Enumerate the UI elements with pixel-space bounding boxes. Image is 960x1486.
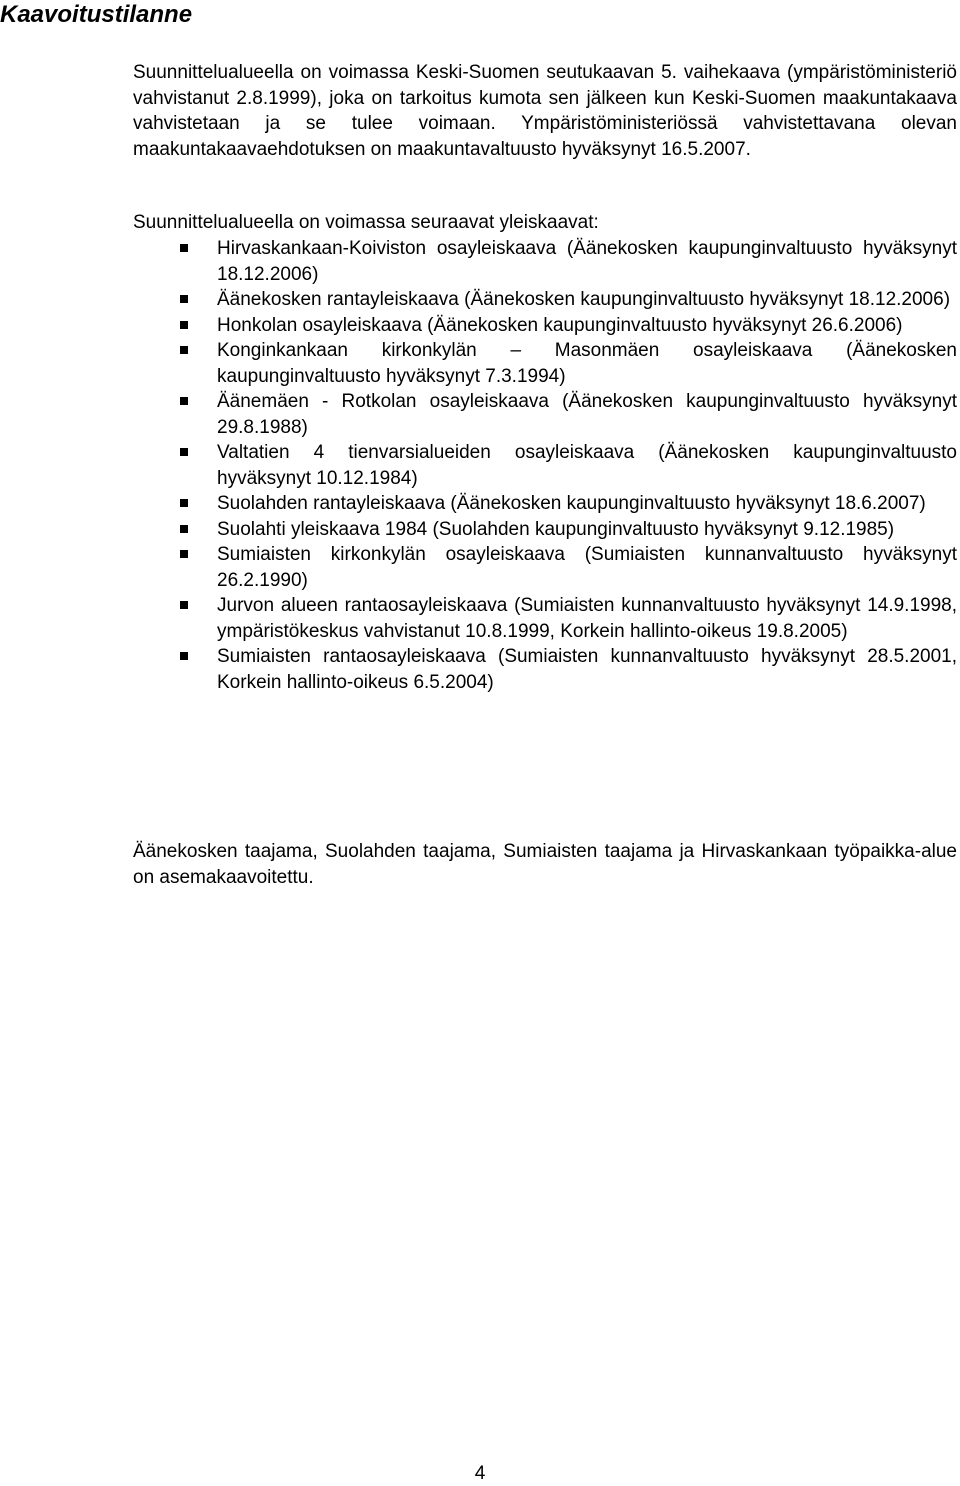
list-item: [133, 542, 957, 593]
list-item: [133, 287, 957, 313]
page-number: 4: [474, 1463, 486, 1484]
square-bullet-icon: [180, 499, 188, 507]
list-item-text: Suolahti yleiskaava 1984 (Suolahden kaupunginvaltuusto hyväksynyt 9.12.1985): [217, 518, 895, 540]
list-item-text: Valtatien 4 tienvarsialueiden osayleiskaava (Äänekosken kaupunginvaltuusto hyväksynyt 10.12.1984): [217, 442, 957, 489]
paragraph-detailed-plans: Äänekosken taajama, Suolahden taajama, Sumiaisten taajama ja Hirvaskankaan työpaikka-alue on asemakaavoitettu.: [133, 841, 957, 888]
paragraph-master-plans-intro: Suunnittelualueella on voimassa seuraavat yleiskaavat:: [133, 212, 599, 233]
square-bullet-icon: [180, 321, 188, 329]
square-bullet-icon: [180, 244, 188, 252]
square-bullet-icon: [180, 550, 188, 558]
square-bullet-icon: [180, 652, 188, 660]
list-item-text: Sumiaisten rantaosayleiskaava (Sumiaisten kunnanvaltuusto hyväksynyt 28.5.2001, Korkein hallinto-oikeus 6.5.2004): [217, 646, 957, 693]
square-bullet-icon: [180, 448, 188, 456]
list-item: [133, 313, 957, 339]
list-item-text: Äänemäen - Rotkolan osayleiskaava (Äänekosken kaupunginvaltuusto hyväksynyt 29.8.1988): [217, 391, 957, 438]
square-bullet-icon: [180, 346, 188, 354]
paragraph-regional-plan: Suunnittelualueella on voimassa Keski-Suomen seutukaavan 5. vaihekaava (ympäristöministeriö vahvistanut 2.8.1999), joka on tarkoitus kumota sen jälkeen kun Keski-Suomen maakuntakaava vahvistetaan ja se tulee voimaan. Ympäristöministeriössä vahvistettavana olevan maakuntakaavaehdotuksen on maakuntavaltuusto hyväksynyt 16.5.2007.: [133, 62, 957, 160]
list-item: [133, 236, 957, 287]
list-item: [133, 389, 957, 440]
section-heading: Kaavoitustilanne: [0, 1, 193, 28]
square-bullet-icon: [180, 397, 188, 405]
list-item-text: Jurvon alueen rantaosayleiskaava (Sumiaisten kunnanvaltuusto hyväksynyt 14.9.1998, ympäristökeskus vahvistanut 10.8.1999, Korkein hallinto-oikeus 19.8.2005): [217, 595, 957, 642]
list-item-text: Konginkankaan kirkonkylän – Masonmäen osayleiskaava (Äänekosken kaupunginvaltuusto hyväksynyt 7.3.1994): [217, 340, 957, 387]
list-item-text: Hirvaskankaan-Koiviston osayleiskaava (Äänekosken kaupunginvaltuusto hyväksynyt 18.12.2006): [217, 238, 957, 285]
list-item: [133, 338, 957, 389]
square-bullet-icon: [180, 525, 188, 533]
list-item: [133, 440, 957, 491]
list-item: [133, 593, 957, 644]
master-plan-list: [133, 236, 957, 695]
list-item-text: Äänekosken rantayleiskaava (Äänekosken kaupunginvaltuusto hyväksynyt 18.12.2006): [217, 289, 951, 310]
list-item-text: Sumiaisten kirkonkylän osayleiskaava (Sumiaisten kunnanvaltuusto hyväksynyt 26.2.1990): [217, 544, 957, 591]
square-bullet-icon: [180, 295, 188, 303]
list-item-text: Honkolan osayleiskaava (Äänekosken kaupunginvaltuusto hyväksynyt 26.6.2006): [217, 314, 903, 336]
list-item: [133, 517, 957, 543]
list-item: [133, 644, 957, 695]
square-bullet-icon: [180, 601, 188, 609]
list-item: [133, 491, 957, 517]
list-item-text: Suolahden rantayleiskaava (Äänekosken kaupunginvaltuusto hyväksynyt 18.6.2007): [217, 493, 926, 514]
